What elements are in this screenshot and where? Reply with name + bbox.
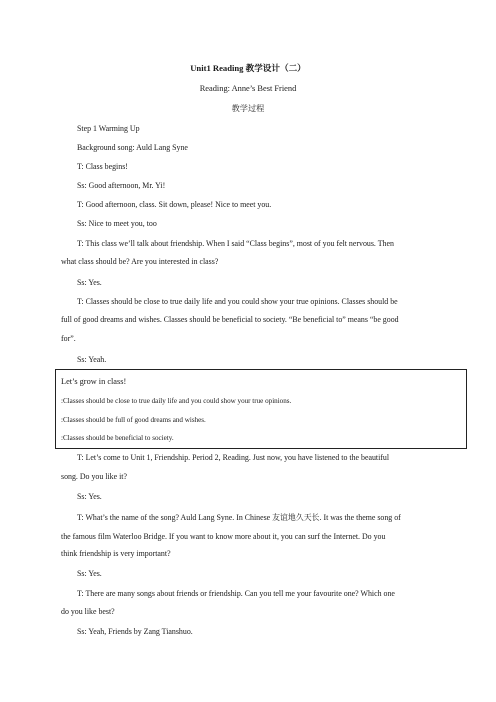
document-subtitle: Reading: Anne’s Best Friend [199, 84, 297, 93]
paragraph: T: Good afternoon, class. Sit down, please! Nice to meet you. [77, 200, 272, 209]
paragraph: T: Class begins! [77, 162, 128, 171]
paragraph: Background song: Auld Lang Syne [77, 143, 188, 152]
highlight-box [55, 369, 467, 449]
box-item: :Classes should be full of good dreams and wishes. [61, 416, 206, 424]
document-title: Unit1 Reading 教学设计（二） [190, 63, 306, 73]
paragraph: T: This class we’ll talk about friendship. When I said “Class begins”, most of you felt nervous. Then [77, 239, 394, 248]
paragraph: the famous film Waterloo Bridge. If you want to know more about it, you can surf the Internet. Do you [61, 532, 386, 541]
paragraph: T: Let’s come to Unit 1, Friendship. Period 2, Reading. Just now, you have listened to the beautiful [77, 453, 390, 462]
step-heading: Step 1 Warming Up [77, 124, 140, 133]
box-item: :Classes should be close to true daily life and you could show your true opinions. [61, 397, 292, 405]
paragraph: for”. [61, 334, 76, 343]
box-heading: Let’s grow in class! [61, 377, 127, 386]
paragraph: Ss: Good afternoon, Mr. Yi! [77, 181, 166, 190]
paragraph: what class should be? Are you interested in class? [61, 257, 219, 266]
paragraph: Ss: Yeah, Friends by Zang Tianshuo. [77, 627, 193, 636]
paragraph: T: What’s the name of the song? Auld Lang Syne. In Chinese 友谊地久天长. It was the theme song of [77, 513, 401, 522]
box-item: :Classes should be beneficial to society. [61, 434, 174, 442]
paragraph: T: Classes should be close to true daily life and you could show your true opinions. Classes should be [77, 297, 398, 306]
paragraph: do you like best? [61, 607, 115, 616]
section-heading: 教学过程 [231, 104, 265, 113]
paragraph: think friendship is very important? [61, 549, 171, 558]
paragraph: Ss: Yes. [77, 278, 102, 287]
paragraph: song. Do you like it? [61, 472, 127, 481]
paragraph: Ss: Yes. [77, 492, 102, 501]
paragraph: Ss: Yeah. [77, 355, 107, 364]
paragraph: Ss: Nice to meet you, too [77, 219, 157, 228]
paragraph: full of good dreams and wishes. Classes should be beneficial to society. “Be beneficial to” means “be good [61, 315, 399, 324]
paragraph: T: There are many songs about friends or friendship. Can you tell me your favourite one? Which one [77, 589, 395, 598]
paragraph: Ss: Yes. [77, 569, 102, 578]
